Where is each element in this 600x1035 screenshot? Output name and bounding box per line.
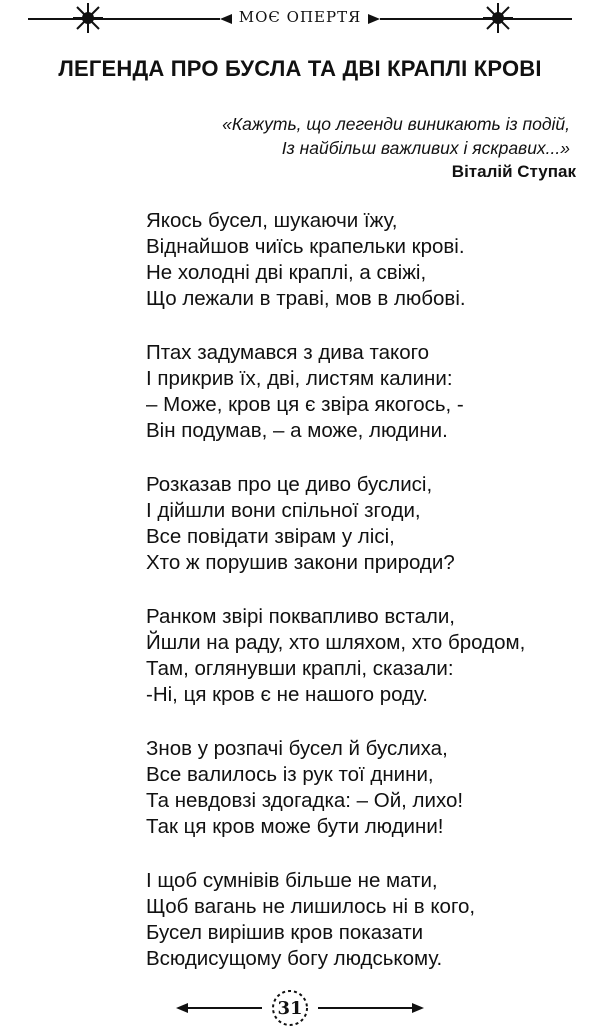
epigraph-line: «Кажуть, що легенди виникають із подій, [222,114,570,134]
epigraph [222,112,570,160]
stanza [146,340,525,444]
page-header [0,0,600,44]
page-title: ЛЕГЕНДА ПРО БУСЛА ТА ДВІ КРАПЛІ КРОВІ [58,56,542,81]
poem-line: І прикрив їх, дві, листям калини: [146,367,453,390]
epigraph-author: Віталій Ступак [451,162,576,181]
poem-line: Бусел вирішив кров показати [146,921,424,944]
poem-line: -Ні, ця кров є не нашого роду. [146,683,428,706]
poem-line: Все повідати звірам у лісі, [146,525,395,548]
stanza [146,868,525,972]
poem-line: Що лежали в траві, мов в любові. [146,287,466,310]
poem-line: Та невдовзі здогадка: – Ой, лихо! [146,789,464,812]
stanza [146,208,525,312]
page-number: 31 [277,998,303,1019]
poem-line: Всюдисущому богу людському. [146,947,443,970]
footer-arrow-right [412,1003,424,1013]
poem-line: Щоб вагань не лишилось ні в кого, [146,895,476,918]
poem-line: Йшли на раду, хто шляхом, хто бродом, [146,631,526,654]
stanza [146,736,525,840]
footer-arrow-left [176,1003,188,1013]
poem-line: І щоб сумнівів більше не мати, [146,869,438,892]
stanza [146,472,525,576]
running-head: МОЄ ОПЕРТЯ [238,8,362,26]
poem-line: І дійшли вони спільної згоди, [146,499,421,522]
poem-line: – Може, кров ця є звіра якогось, - [146,393,464,416]
poem-line: Птах задумався з дива такого [146,341,430,364]
epigraph-line: Із найбільш важливих і яскравих...» [281,138,570,158]
poem-line: Він подумав, – а може, людини. [146,419,448,442]
poem-line: Знов у розпачі бусел й буслиха, [146,737,448,760]
poem-line: Не холодні дві краплі, а свіжі, [146,261,427,284]
poem-line: Там, оглянувши краплі, сказали: [146,657,454,680]
poem-line: Так ця кров може бути людини! [146,815,444,838]
poem-line: Віднайшов чиїсь крапельки крові. [146,235,465,258]
poem-line: Хто ж порушив закони природи? [146,551,455,574]
poem-line: Якось бусел, шукаючи їжу, [146,209,398,232]
poem-line: Розказав про це диво буслисі, [146,473,433,496]
stanza [146,604,525,708]
poem-line: Все валилось із рук тої днини, [146,763,434,786]
poem-line: Ранком звірі поквапливо встали, [146,605,455,628]
poem [146,208,525,1000]
